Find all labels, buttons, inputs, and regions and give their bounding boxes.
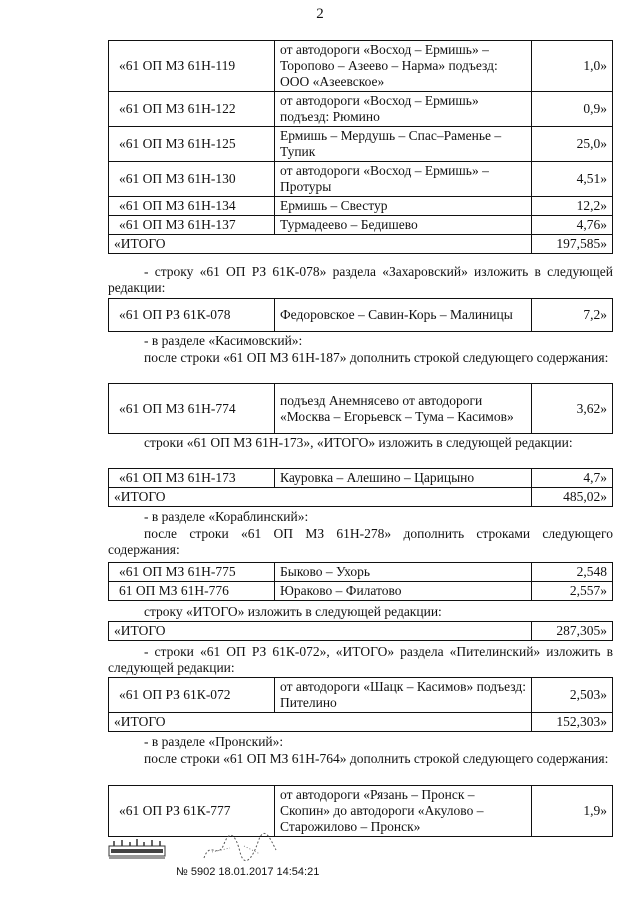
- road-name: Ермишь – Мердушь – Спас–Раменье – Тупик: [275, 127, 532, 162]
- road-length: 7,2»: [532, 299, 613, 332]
- table-row: [109, 786, 613, 837]
- table-row: [109, 678, 613, 713]
- road-code: «61 ОП РЗ 61К-777: [109, 786, 275, 837]
- road-code: «61 ОП МЗ 61Н-775: [109, 563, 275, 582]
- paragraph: строки «61 ОП МЗ 61Н-173», «ИТОГО» изложить в следующей редакции:: [144, 435, 573, 450]
- road-code: «61 ОП МЗ 61Н-173: [109, 469, 275, 488]
- table-row: [109, 92, 613, 127]
- road-name: Быково – Ухорь: [275, 563, 532, 582]
- total-label: «ИТОГО: [109, 235, 532, 254]
- road-length: 2,557»: [532, 582, 613, 601]
- paragraph: - в разделе «Касимовский»:: [144, 333, 303, 348]
- road-length: 2,548: [532, 563, 613, 582]
- road-code: «61 ОП МЗ 61Н-774: [109, 384, 275, 434]
- road-name: Федоровское – Савин-Корь – Малиницы: [275, 299, 532, 332]
- road-length: 3,62»: [532, 384, 613, 434]
- total-row: [109, 622, 613, 641]
- roads-table-pitelinsky: [108, 677, 613, 732]
- total-value: 197,585»: [532, 235, 613, 254]
- road-name: от автодороги «Восход – Ермишь» подъезд: Рюмино: [275, 92, 532, 127]
- roads-table-korablinsky-total: [108, 621, 613, 641]
- table-row: [109, 563, 613, 582]
- table-row: [109, 384, 613, 434]
- road-name: от автодороги «Шацк – Касимов» подъезд: Пителино: [275, 678, 532, 713]
- road-length: 25,0»: [532, 127, 613, 162]
- paragraph: - строку «61 ОП РЗ 61К-078» раздела «Захаровский» изложить в следующей редакции:: [108, 264, 613, 295]
- table-row: [109, 469, 613, 488]
- total-row: [109, 713, 613, 732]
- road-name: от автодороги «Восход – Ермишь» – Протуры: [275, 162, 532, 197]
- paragraph: после строки «61 ОП МЗ 61Н-278» дополнить строками следующего содержания:: [108, 526, 613, 557]
- paragraph: после строки «61 ОП МЗ 61Н-187» дополнить строкой следующего содержания:: [144, 350, 609, 365]
- roads-table-ermish: [108, 40, 613, 254]
- table-row: [109, 41, 613, 92]
- table-row: [109, 127, 613, 162]
- total-row: [109, 235, 613, 254]
- road-code: «61 ОП МЗ 61Н-125: [109, 127, 275, 162]
- roads-table-kasimovsky: [108, 383, 613, 434]
- total-label: «ИТОГО: [109, 488, 532, 507]
- total-value: 485,02»: [532, 488, 613, 507]
- registry-stamp-logo: [108, 838, 166, 860]
- road-code: «61 ОП МЗ 61Н-119: [109, 41, 275, 92]
- handwritten-signature: [200, 830, 280, 866]
- road-name: от автодороги «Восход – Ермишь» – Торопово – Азеево – Нарма» подъезд: ООО «Азеевское»: [275, 41, 532, 92]
- total-row: [109, 488, 613, 507]
- paragraph: - строки «61 ОП РЗ 61К-072», «ИТОГО» раздела «Пителинский» изложить в следующей редакции:: [108, 644, 613, 675]
- road-code: «61 ОП МЗ 61Н-134: [109, 197, 275, 216]
- road-length: 4,76»: [532, 216, 613, 235]
- roads-table-korablinsky: [108, 562, 613, 601]
- table-row: [109, 582, 613, 601]
- roads-table-kasimovsky-edit: [108, 468, 613, 507]
- table-row: [109, 162, 613, 197]
- road-length: 1,0»: [532, 41, 613, 92]
- road-length: 4,7»: [532, 469, 613, 488]
- page-number: 2: [316, 6, 324, 22]
- road-code: 61 ОП МЗ 61Н-776: [109, 582, 275, 601]
- registration-number: № 5902 18.01.2017 14:54:21: [176, 866, 320, 878]
- road-length: 12,2»: [532, 197, 613, 216]
- roads-table-zakharovsky: [108, 298, 613, 332]
- road-length: 0,9»: [532, 92, 613, 127]
- road-name: Ермишь – Свестур: [275, 197, 532, 216]
- road-code: «61 ОП МЗ 61Н-122: [109, 92, 275, 127]
- road-name: Турмадеево – Бедишево: [275, 216, 532, 235]
- road-name: от автодороги «Рязань – Пронск – Скопин» до автодороги «Акулово – Старожилово – Пронск»: [275, 786, 532, 837]
- table-row: [109, 299, 613, 332]
- road-length: 4,51»: [532, 162, 613, 197]
- total-label: «ИТОГО: [109, 622, 532, 641]
- road-length: 2,503»: [532, 678, 613, 713]
- paragraph: строку «ИТОГО» изложить в следующей редакции:: [144, 604, 442, 619]
- table-row: [109, 197, 613, 216]
- road-name: Кауровка – Алешино – Царицыно: [275, 469, 532, 488]
- road-name: подъезд Анемнясево от автодороги «Москва – Егорьевск – Тума – Касимов»: [275, 384, 532, 434]
- paragraph: - в разделе «Кораблинский»:: [144, 509, 309, 524]
- roads-table-pronsky: [108, 785, 613, 837]
- road-code: «61 ОП МЗ 61Н-130: [109, 162, 275, 197]
- paragraph: после строки «61 ОП МЗ 61Н-764» дополнить строкой следующего содержания:: [144, 751, 609, 766]
- paragraph: - в разделе «Пронский»:: [144, 734, 284, 749]
- road-name: Юраково – Филатово: [275, 582, 532, 601]
- total-value: 287,305»: [532, 622, 613, 641]
- total-value: 152,303»: [532, 713, 613, 732]
- road-length: 1,9»: [532, 786, 613, 837]
- total-label: «ИТОГО: [109, 713, 532, 732]
- road-code: «61 ОП РЗ 61К-072: [109, 678, 275, 713]
- road-code: «61 ОП МЗ 61Н-137: [109, 216, 275, 235]
- table-row: [109, 216, 613, 235]
- road-code: «61 ОП РЗ 61К-078: [109, 299, 275, 332]
